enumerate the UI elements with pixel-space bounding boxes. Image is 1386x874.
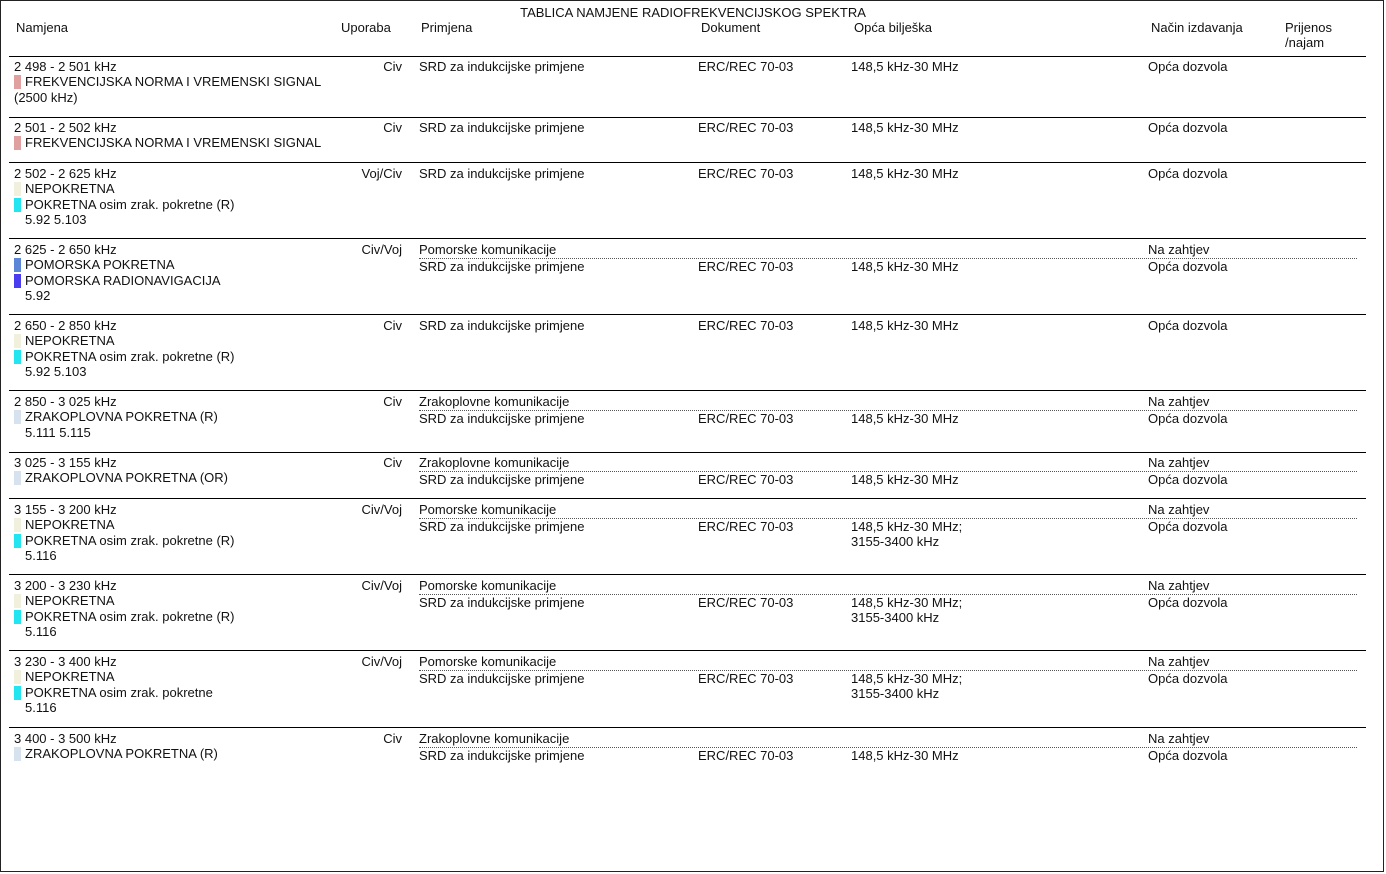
header-dokument: Dokument — [701, 20, 761, 35]
opca-biljeska-cell — [851, 120, 959, 135]
service-color-swatch — [14, 670, 21, 684]
footnote-refs — [14, 212, 339, 227]
nacin-izdavanja-cell: Opća dozvola — [1148, 258, 1228, 274]
service-color-swatch — [14, 334, 21, 348]
service-color-swatch — [14, 136, 21, 150]
header-uporaba: Uporaba — [341, 20, 391, 35]
dokument-cell: ERC/REC 70-03 — [698, 258, 794, 274]
opca-biljeska-cell — [851, 671, 962, 702]
row-divider — [9, 390, 1366, 391]
primjena-cell: Pomorske komunikacije — [419, 242, 557, 257]
service-text: POKRETNA osim zrak. pokretne (R) — [25, 608, 235, 624]
service-line — [14, 470, 339, 485]
service-text: FREKVENCIJSKA NORMA I VREMENSKI SIGNAL — [25, 135, 322, 151]
row-divider — [9, 56, 1366, 57]
service-color-swatch — [14, 686, 21, 700]
dokument-cell: ERC/REC 70-03 — [698, 59, 794, 74]
service-color-swatch — [14, 471, 21, 485]
opca-biljeska-cell — [851, 411, 959, 426]
footnote-refs — [14, 364, 339, 379]
namjena-cell — [14, 578, 339, 639]
service-color-swatch — [14, 534, 21, 548]
primjena-cell: Pomorske komunikacije — [419, 502, 557, 517]
opca-biljeska-cell — [851, 318, 959, 333]
service-color-swatch — [14, 518, 21, 532]
dokument-cell: ERC/REC 70-03 — [698, 318, 794, 333]
nacin-izdavanja-cell: Opća dozvola — [1148, 518, 1228, 534]
primjena-cell: Pomorske komunikacije — [419, 654, 557, 669]
nacin-izdavanja-cell: Na zahtjev — [1148, 394, 1210, 409]
opca-line: 148,5 kHz-30 MHz — [851, 59, 959, 74]
service-line — [14, 517, 339, 532]
dokument-cell: ERC/REC 70-03 — [698, 166, 794, 181]
service-color-swatch — [14, 410, 21, 424]
nacin-izdavanja-cell: Na zahtjev — [1148, 455, 1210, 470]
namjena-cell — [14, 455, 339, 486]
namjena-cell — [14, 59, 339, 105]
opca-line: 148,5 kHz-30 MHz; — [851, 518, 963, 534]
row-divider — [9, 314, 1366, 315]
opca-biljeska-cell — [851, 519, 962, 550]
band-range: 3 025 - 3 155 kHz — [14, 455, 117, 470]
nacin-izdavanja-cell: Opća dozvola — [1148, 318, 1228, 333]
band-range: 2 502 - 2 625 kHz — [14, 166, 117, 181]
uporaba-cell: Civ — [383, 59, 402, 74]
nacin-izdavanja-cell: Na zahtjev — [1148, 242, 1210, 257]
uporaba-cell: Civ/Voj — [361, 654, 402, 669]
row-divider — [9, 727, 1366, 728]
uporaba-cell: Civ/Voj — [361, 502, 402, 517]
service-color-swatch — [14, 350, 21, 364]
namjena-cell — [14, 394, 339, 440]
service-text: ZRAKOPLOVNA POKRETNA (R) — [25, 409, 218, 425]
opca-biljeska-cell — [851, 472, 959, 487]
row-divider — [9, 117, 1366, 118]
primjena-cell: SRD za indukcijske primjene — [419, 594, 585, 610]
row-divider — [9, 162, 1366, 163]
opca-biljeska-cell — [851, 59, 959, 74]
primjena-cell: Zrakoplovne komunikacije — [419, 394, 570, 409]
service-text: ZRAKOPLOVNA POKRETNA (R) — [25, 746, 218, 762]
dokument-cell: ERC/REC 70-03 — [698, 747, 794, 763]
uporaba-cell: Civ — [383, 318, 402, 333]
nacin-izdavanja-cell: Opća dozvola — [1148, 120, 1228, 135]
nacin-izdavanja-cell: Na zahtjev — [1148, 502, 1210, 517]
namjena-cell — [14, 654, 339, 715]
service-text: POMORSKA POKRETNA — [25, 257, 175, 273]
band-range: 2 625 - 2 650 kHz — [14, 242, 117, 257]
nacin-izdavanja-cell: Opća dozvola — [1148, 410, 1228, 426]
row-divider — [9, 650, 1366, 651]
dokument-cell: ERC/REC 70-03 — [698, 410, 794, 426]
service-text: (2500 kHz) — [14, 89, 78, 105]
opca-line: 3155-3400 kHz — [851, 685, 940, 701]
service-line — [14, 349, 339, 364]
band-range: 2 850 - 3 025 kHz — [14, 394, 117, 409]
service-line — [14, 135, 339, 150]
opca-line: 148,5 kHz-30 MHz; — [851, 670, 963, 686]
service-color-swatch — [14, 747, 21, 761]
uporaba-cell: Civ — [383, 120, 402, 135]
service-line — [14, 273, 339, 288]
service-text: POKRETNA osim zrak. pokretne (R) — [25, 348, 235, 364]
service-text: 5.111 5.115 — [25, 424, 91, 440]
primjena-cell: SRD za indukcijske primjene — [419, 258, 585, 274]
header-primjena: Primjena — [421, 20, 473, 35]
dokument-cell: ERC/REC 70-03 — [698, 518, 794, 534]
opca-line: 148,5 kHz-30 MHz — [851, 410, 959, 426]
service-text: POKRETNA osim zrak. pokretne (R) — [25, 532, 235, 548]
service-color-swatch — [14, 75, 21, 89]
opca-biljeska-cell — [851, 166, 959, 181]
dokument-cell: ERC/REC 70-03 — [698, 471, 794, 487]
opca-biljeska-cell — [851, 259, 959, 274]
opca-biljeska-cell — [851, 595, 962, 626]
service-text: FREKVENCIJSKA NORMA I VREMENSKI SIGNAL — [25, 74, 322, 90]
nacin-izdavanja-cell: Opća dozvola — [1148, 594, 1228, 610]
nacin-izdavanja-cell: Na zahtjev — [1148, 731, 1210, 746]
row-divider — [9, 498, 1366, 499]
service-line — [14, 257, 339, 272]
service-text: NEPOKRETNA — [25, 669, 115, 685]
row-divider — [9, 452, 1366, 453]
primjena-cell: SRD za indukcijske primjene — [419, 166, 585, 181]
uporaba-cell: Civ — [383, 394, 402, 409]
primjena-cell: SRD za indukcijske primjene — [419, 410, 585, 426]
namjena-cell — [14, 166, 339, 227]
service-text: NEPOKRETNA — [25, 517, 115, 533]
header-prijenos-line2: /najam — [1285, 35, 1325, 50]
opca-line: 148,5 kHz-30 MHz — [851, 747, 959, 763]
dokument-cell: ERC/REC 70-03 — [698, 120, 794, 135]
header-namjena: Namjena — [16, 20, 69, 35]
footnote-refs — [14, 624, 339, 639]
service-color-swatch — [14, 182, 21, 196]
service-continuation — [14, 90, 339, 105]
opca-line: 3155-3400 kHz — [851, 609, 940, 625]
footnote-refs — [14, 288, 339, 303]
opca-line: 148,5 kHz-30 MHz — [851, 120, 959, 135]
nacin-izdavanja-cell: Opća dozvola — [1148, 747, 1228, 763]
uporaba-cell: Civ/Voj — [361, 578, 402, 593]
dokument-cell: ERC/REC 70-03 — [698, 594, 794, 610]
header-opca-biljeska: Opća bilješka — [854, 20, 933, 35]
band-range: 2 498 - 2 501 kHz — [14, 59, 117, 74]
service-text: POMORSKA RADIONAVIGACIJA — [25, 272, 221, 288]
band-range: 2 650 - 2 850 kHz — [14, 318, 117, 333]
nacin-izdavanja-cell: Na zahtjev — [1148, 654, 1210, 669]
primjena-cell: SRD za indukcijske primjene — [419, 318, 585, 333]
nacin-izdavanja-cell: Opća dozvola — [1148, 471, 1228, 487]
service-text: 5.92 5.103 — [25, 211, 87, 227]
header-nacin-izdavanja: Način izdavanja — [1151, 20, 1243, 35]
band-range: 2 501 - 2 502 kHz — [14, 120, 117, 135]
namjena-cell — [14, 318, 339, 379]
namjena-cell — [14, 242, 339, 303]
uporaba-cell: Civ — [383, 731, 402, 746]
opca-line: 148,5 kHz-30 MHz — [851, 471, 959, 487]
service-color-swatch — [14, 594, 21, 608]
header-prijenos — [1285, 20, 1332, 50]
footnote-refs — [14, 425, 339, 440]
service-text: NEPOKRETNA — [25, 593, 115, 609]
band-range: 3 230 - 3 400 kHz — [14, 654, 117, 669]
service-text: NEPOKRETNA — [25, 333, 115, 349]
table-title: TABLICA NAMJENE RADIOFREKVENCIJSKOG SPEKTRA — [520, 5, 866, 20]
service-line — [14, 609, 339, 624]
service-text: 5.92 — [25, 287, 51, 303]
service-color-swatch — [14, 258, 21, 272]
nacin-izdavanja-cell: Opća dozvola — [1148, 166, 1228, 181]
service-text: 5.116 — [25, 623, 57, 639]
primjena-cell: SRD za indukcijske primjene — [419, 59, 585, 74]
namjena-cell — [14, 120, 339, 151]
primjena-cell: Pomorske komunikacije — [419, 578, 557, 593]
opca-line: 148,5 kHz-30 MHz — [851, 166, 959, 181]
header-prijenos-line1: Prijenos — [1285, 20, 1332, 35]
service-text: 5.92 5.103 — [25, 363, 87, 379]
footnote-refs — [14, 700, 339, 715]
service-text: ZRAKOPLOVNA POKRETNA (OR) — [25, 470, 228, 486]
primjena-cell: SRD za indukcijske primjene — [419, 120, 585, 135]
primjena-cell: Zrakoplovne komunikacije — [419, 731, 570, 746]
service-color-swatch — [14, 610, 21, 624]
service-line — [14, 533, 339, 548]
opca-line: 3155-3400 kHz — [851, 533, 940, 549]
service-line — [14, 746, 339, 761]
service-line — [14, 181, 339, 196]
primjena-cell: SRD za indukcijske primjene — [419, 747, 585, 763]
service-line — [14, 669, 339, 684]
nacin-izdavanja-cell: Opća dozvola — [1148, 59, 1228, 74]
service-line — [14, 333, 339, 348]
uporaba-cell: Civ/Voj — [361, 242, 402, 257]
band-range: 3 200 - 3 230 kHz — [14, 578, 117, 593]
primjena-cell: SRD za indukcijske primjene — [419, 670, 585, 686]
primjena-cell: Zrakoplovne komunikacije — [419, 455, 570, 470]
nacin-izdavanja-cell: Na zahtjev — [1148, 578, 1210, 593]
service-line — [14, 74, 339, 89]
uporaba-cell: Civ — [383, 455, 402, 470]
service-line — [14, 593, 339, 608]
service-color-swatch — [14, 198, 21, 212]
uporaba-cell: Voj/Civ — [361, 166, 402, 181]
nacin-izdavanja-cell: Opća dozvola — [1148, 670, 1228, 686]
service-line — [14, 197, 339, 212]
service-text: NEPOKRETNA — [25, 181, 115, 197]
dokument-cell: ERC/REC 70-03 — [698, 670, 794, 686]
row-divider — [9, 574, 1366, 575]
primjena-cell: SRD za indukcijske primjene — [419, 471, 585, 487]
opca-line: 148,5 kHz-30 MHz — [851, 258, 959, 274]
band-range: 3 155 - 3 200 kHz — [14, 502, 117, 517]
service-line — [14, 409, 339, 424]
row-divider — [9, 238, 1366, 239]
namjena-cell — [14, 502, 339, 563]
opca-line: 148,5 kHz-30 MHz — [851, 318, 959, 333]
service-text: 5.116 — [25, 547, 57, 563]
service-line — [14, 685, 339, 700]
band-range: 3 400 - 3 500 kHz — [14, 731, 117, 746]
footnote-refs — [14, 548, 339, 563]
service-text: 5.116 — [25, 699, 57, 715]
opca-line: 148,5 kHz-30 MHz; — [851, 594, 963, 610]
service-color-swatch — [14, 274, 21, 288]
service-text: POKRETNA osim zrak. pokretne — [25, 684, 213, 700]
primjena-cell: SRD za indukcijske primjene — [419, 518, 585, 534]
service-text: POKRETNA osim zrak. pokretne (R) — [25, 196, 235, 212]
opca-biljeska-cell — [851, 748, 959, 763]
namjena-cell — [14, 731, 339, 762]
